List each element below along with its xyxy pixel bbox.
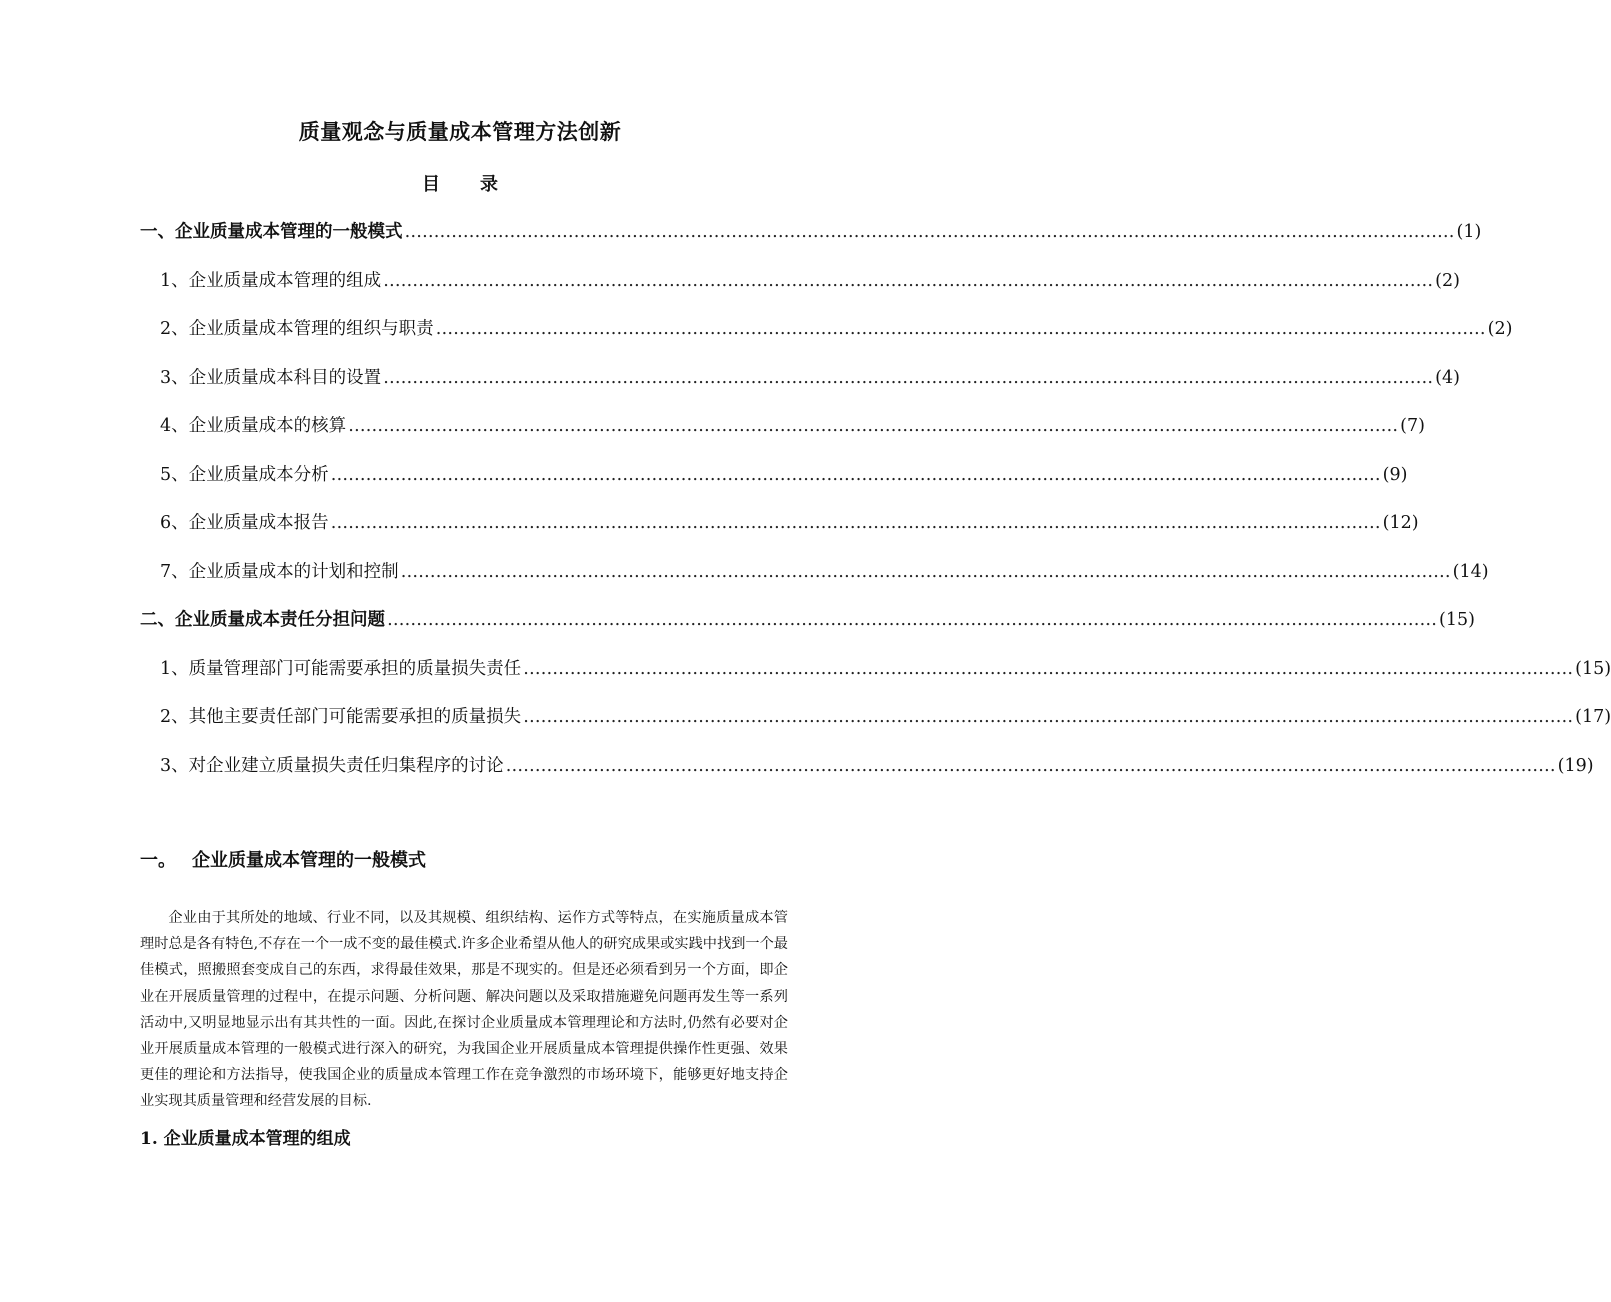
toc-entry-page: (2) — [1487, 319, 1513, 339]
toc-heading-left: 目 — [422, 174, 440, 195]
toc-entry-label: 2、其他主要责任部门可能需要承担的质量损失 — [160, 707, 522, 727]
toc-leader-dots: ……………………………………………………………………………………………………………………………………………………………… — [400, 561, 1451, 582]
toc-heading-right: 录 — [480, 174, 498, 195]
toc-entry-label: 3、企业质量成本科目的设置 — [160, 367, 382, 388]
toc-entry-label: 二、企业质量成本责任分担问题 — [140, 610, 385, 630]
toc-leader-dots: ……………………………………………………………………………………………………………………………………………………………… — [523, 707, 1574, 727]
toc-entry[interactable] — [140, 358, 1460, 407]
toc-entry-page: (1) — [1456, 222, 1482, 242]
toc-leader-dots: ……………………………………………………………………………………………………………………………………………………………… — [330, 513, 1381, 533]
toc-entry[interactable] — [140, 649, 1611, 698]
toc-entry-label: 4、企业质量成本的核算 — [160, 416, 347, 436]
toc-leader-dots: ……………………………………………………………………………………………………………………………………………………………… — [348, 416, 1399, 436]
toc-entry[interactable] — [140, 600, 1475, 649]
toc-entry[interactable] — [140, 212, 1482, 261]
toc-entry[interactable] — [140, 697, 1611, 746]
toc-entry-label: 7、企业质量成本的计划和控制 — [160, 561, 399, 582]
toc-leader-dots: ……………………………………………………………………………………………………………………………………………………………… — [404, 222, 1455, 242]
toc-leader-dots: ……………………………………………………………………………………………………………………………………………………………… — [523, 658, 1574, 679]
toc-entry-page: (2) — [1435, 270, 1460, 291]
toc-entry-page: (15) — [1439, 610, 1475, 630]
toc-entry-page: (19) — [1557, 755, 1594, 776]
toc-entry[interactable] — [140, 455, 1408, 504]
table-of-contents — [140, 212, 1611, 794]
toc-entry-label: 5、企业质量成本分析 — [160, 464, 329, 485]
toc-leader-dots: ……………………………………………………………………………………………………………………………………………………………… — [505, 755, 1556, 776]
toc-heading — [0, 170, 920, 196]
document-title: 质量观念与质量成本管理方法创新 — [298, 119, 622, 144]
toc-entry-label: 6、企业质量成本报告 — [160, 513, 329, 533]
toc-entry[interactable] — [140, 406, 1425, 455]
toc-leader-dots: ……………………………………………………………………………………………………………………………………………………………… — [387, 610, 1437, 630]
section-title: 企业质量成本管理的一般模式 — [192, 850, 426, 871]
section-number: 一。 — [140, 850, 176, 871]
toc-entry[interactable] — [140, 261, 1460, 310]
toc-leader-dots: ……………………………………………………………………………………………………………………………………………………………… — [383, 270, 1434, 291]
section-heading — [140, 846, 426, 872]
toc-entry-page: (4) — [1435, 367, 1460, 388]
toc-leader-dots: ……………………………………………………………………………………………………………………………………………………………… — [383, 367, 1434, 388]
toc-entry-label: 3、对企业建立质量损失责任归集程序的讨论 — [160, 755, 504, 776]
toc-entry[interactable] — [140, 309, 1513, 358]
subsection-heading: 1. 企业质量成本管理的组成 — [140, 1129, 351, 1149]
toc-entry[interactable] — [140, 552, 1489, 601]
toc-entry-label: 一、企业质量成本管理的一般模式 — [140, 222, 403, 242]
toc-entry[interactable] — [140, 503, 1419, 552]
toc-entry-page: (14) — [1452, 561, 1489, 582]
toc-entry-label: 1、企业质量成本管理的组成 — [160, 270, 382, 291]
toc-entry-label: 2、企业质量成本管理的组织与职责 — [160, 319, 434, 339]
toc-entry[interactable] — [140, 746, 1594, 795]
body-paragraph: 企业由于其所处的地域、行业不同，以及其规模、组织结构、运作方式等特点，在实施质量成本管理时总是各有特色,不存在一个一成不变的最佳模式.许多企业希望从他人的研究成果或实践中找到一个最佳模式，照搬照套变成自己的东西，求得最佳效果，那是不现实的。但是还必须看到另一个方面，即企业在开展质量管理的过程中，在提示问题、分析问题、解决问题以及采取措施避免问题再发生等一系列活动中,又明显地显示出有其共性的一面。因此,在探讨企业质量成本管理理论和方法时,仍然有必要对企业开展质量成本管理的一般模式进行深入的研究，为我国企业开展质量成本管理提供操作性更强、效果更佳的理论和方法指导，使我国企业的质量成本管理工作在竞争激烈的市场环境下，能够更好地支持企业实现其质量管理和经营发展的目标. — [140, 910, 788, 1110]
toc-leader-dots: ……………………………………………………………………………………………………………………………………………………………… — [330, 464, 1381, 485]
toc-leader-dots: ……………………………………………………………………………………………………………………………………………………………… — [435, 319, 1486, 339]
toc-entry-label: 1、质量管理部门可能需要承担的质量损失责任 — [160, 658, 522, 679]
toc-entry-page: (17) — [1575, 707, 1611, 727]
toc-entry-page: (15) — [1575, 658, 1611, 679]
toc-entry-page: (7) — [1400, 416, 1425, 436]
toc-entry-page: (9) — [1382, 464, 1408, 485]
toc-entry-page: (12) — [1382, 513, 1419, 533]
